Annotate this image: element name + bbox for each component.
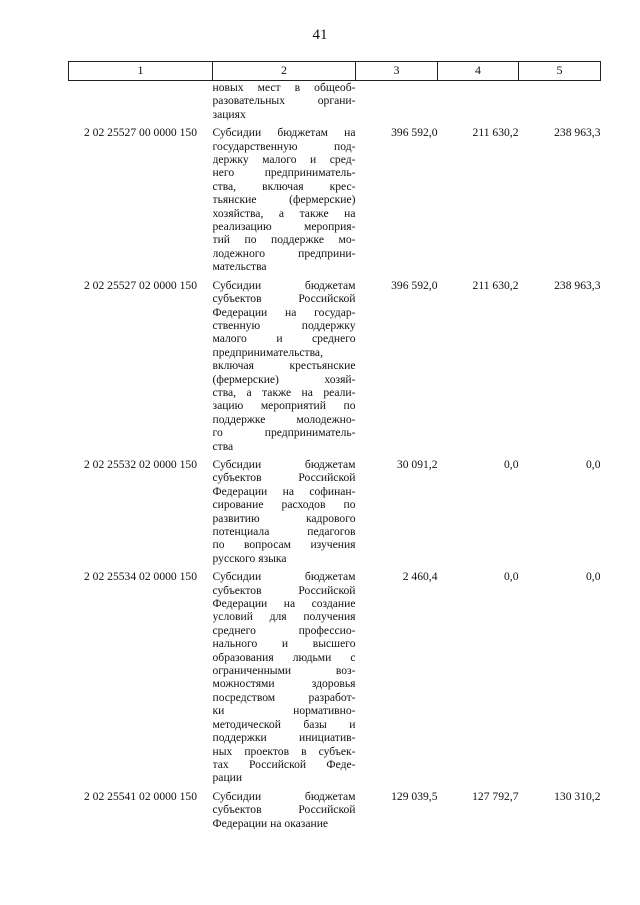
description-line: субъектов Российской	[212, 292, 356, 306]
table-row	[69, 790, 601, 835]
amount-5	[519, 81, 601, 127]
table-body	[69, 81, 601, 835]
table-row	[69, 81, 601, 127]
budget-code: 2 02 25541 02 0000 150	[83, 789, 198, 803]
description-line: по вопросам изучения	[212, 538, 356, 552]
description-line: Федерации на софинан-	[212, 484, 356, 498]
description-line: тах Российской Феде-	[212, 757, 356, 771]
description-line: Субсидии бюджетам	[212, 570, 356, 584]
description-line: включая крестьянские	[212, 359, 356, 373]
amount-3: 129 039,5	[391, 789, 438, 803]
amount-5: 238 963,3	[554, 126, 601, 140]
description-line: ства, включая крес-	[212, 179, 356, 193]
amount-3	[356, 81, 438, 127]
description-line: тий по поддержке мо-	[212, 233, 356, 247]
description-line: Субсидии бюджетам	[212, 457, 356, 471]
description-line: Субсидии бюджетам	[212, 789, 356, 803]
column-header-5: 5	[519, 62, 601, 81]
amount-3: 396 592,0	[391, 278, 438, 292]
budget-table	[68, 61, 601, 835]
description-line: поддержки инициатив-	[212, 731, 356, 745]
description-line: разовательных органи-	[212, 94, 356, 108]
description-line: ограниченными воз-	[212, 664, 356, 678]
description-line: субъектов Российской	[212, 803, 356, 817]
description-line: Субсидии бюджетам	[212, 278, 356, 292]
column-header-1: 1	[69, 62, 213, 81]
description-line: держку малого и сред-	[212, 153, 356, 167]
description-line: потенциала педагогов	[212, 525, 356, 538]
budget-code: 2 02 25527 02 0000 150	[83, 278, 198, 292]
description-line: хозяйства, а также на	[212, 206, 356, 220]
amount-4: 0,0	[504, 570, 519, 584]
description-line: предпринимательства,	[212, 345, 323, 359]
column-header-2: 2	[213, 62, 356, 81]
amount-4	[438, 81, 519, 127]
description-line: ства, а также на реали-	[212, 385, 356, 399]
description-line: среднего профессио-	[212, 623, 356, 637]
description-line: условий для получения	[212, 610, 356, 624]
description	[213, 570, 356, 790]
budget-code: 2 02 25534 02 0000 150	[83, 570, 198, 584]
description-line: нального и высшего	[212, 637, 356, 651]
amount-4: 211 630,2	[472, 126, 519, 140]
table-row	[69, 279, 601, 458]
amount-4: 211 630,2	[472, 278, 519, 292]
table-row	[69, 458, 601, 570]
description-line: поддержке молодежно-	[212, 412, 356, 426]
page-number: 41	[312, 27, 328, 43]
budget-code: 2 02 25532 02 0000 150	[83, 457, 198, 471]
description-line: зацию мероприятий по	[212, 399, 356, 413]
amount-3: 2 460,4	[402, 570, 438, 584]
description-line: посредством разработ-	[212, 690, 356, 704]
amount-3: 396 592,0	[391, 126, 438, 140]
description-line: зациях	[212, 107, 246, 121]
description	[213, 279, 356, 458]
header-row	[69, 62, 601, 81]
amount-4: 127 792,7	[472, 789, 519, 803]
description-line: можностями здоровья	[212, 677, 356, 691]
amount-4: 0,0	[504, 457, 519, 471]
description-line: новых мест в общеоб-	[212, 81, 356, 94]
description-line: Федерации на создание	[212, 597, 356, 611]
budget-code	[69, 81, 213, 127]
amount-3: 30 091,2	[396, 457, 438, 471]
description	[213, 790, 356, 835]
description-line: ных проектов в субъек-	[212, 744, 356, 758]
description-line: мательства	[212, 260, 267, 274]
description-line: сирование расходов по	[212, 498, 356, 512]
table-row	[69, 570, 601, 790]
description-line: субъектов Российской	[212, 583, 356, 597]
description-line: государственную под-	[212, 139, 356, 153]
description-line: русского языка	[212, 551, 287, 565]
description-line: Субсидии бюджетам на	[212, 126, 356, 140]
description-line: Федерации на государ-	[212, 305, 356, 319]
description-line: ственную поддержку	[212, 318, 356, 332]
description	[213, 81, 356, 127]
description-line: субъектов Российской	[212, 471, 356, 485]
table-row	[69, 126, 601, 278]
description-line: тьянские (фермерские)	[212, 193, 356, 207]
amount-5: 130 310,2	[554, 789, 601, 803]
budget-code: 2 02 25527 00 0000 150	[83, 126, 198, 140]
description-line: ки нормативно-	[212, 704, 356, 718]
description	[213, 126, 356, 278]
description-line: ства	[212, 439, 234, 453]
description-line: образования людьми с	[212, 650, 356, 664]
amount-5: 238 963,3	[554, 278, 601, 292]
description	[213, 458, 356, 570]
description-line: реализацию мероприя-	[212, 220, 356, 234]
description-line: рации	[212, 771, 243, 785]
description-line: (фермерские) хозяй-	[212, 372, 356, 386]
description-line: лодежного предприни-	[212, 246, 356, 260]
description-line: него предприниматель-	[212, 166, 356, 180]
amount-5: 0,0	[586, 570, 601, 584]
description-line: го предприниматель-	[212, 426, 356, 440]
column-header-4: 4	[438, 62, 519, 81]
description-line: развитию кадрового	[212, 511, 356, 525]
description-line: Федерации на оказание	[212, 816, 329, 830]
column-header-3: 3	[356, 62, 438, 81]
description-line: малого и среднего	[212, 332, 356, 346]
description-line: методической базы и	[212, 717, 356, 731]
amount-5: 0,0	[586, 457, 601, 471]
